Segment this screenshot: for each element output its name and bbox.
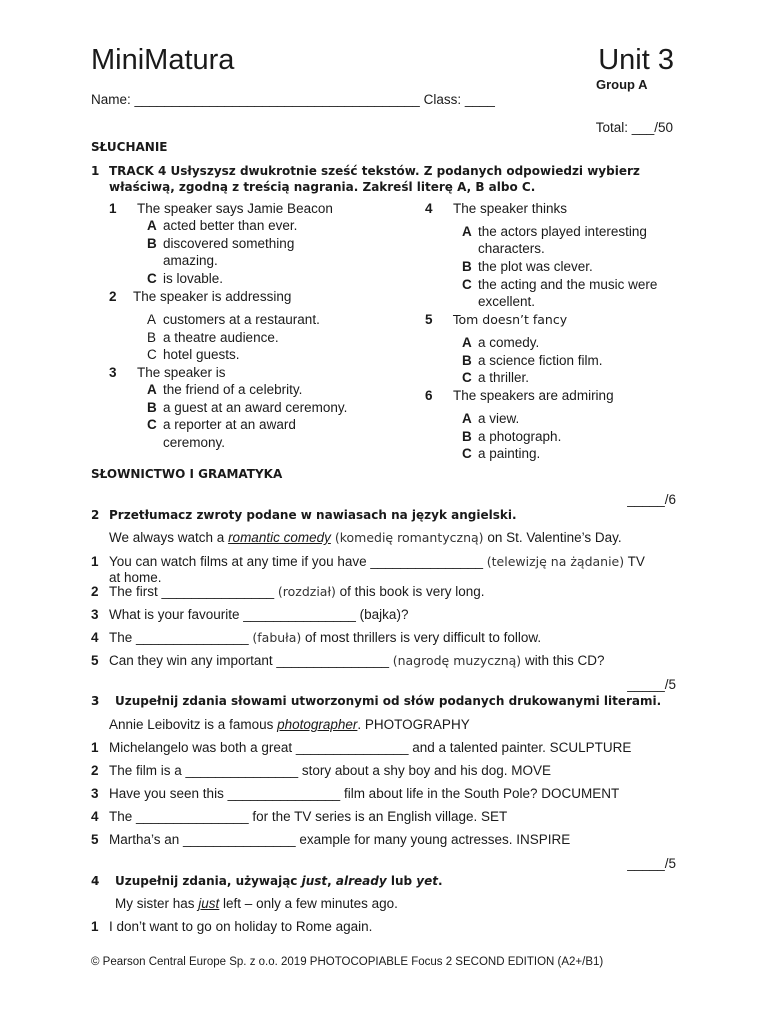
q-number: 4 [425, 201, 433, 216]
q-stem: The speaker says Jamie Beacon [137, 201, 333, 216]
option-letter: B [462, 429, 472, 444]
item-text: I don’t want to go on holiday to Rome again. [109, 919, 373, 934]
keyword-already: already [335, 874, 387, 888]
answer-option[interactable] [462, 352, 603, 369]
answer-option[interactable] [147, 217, 297, 234]
keyword-just: just [301, 874, 328, 888]
listening-q2 [109, 288, 291, 305]
item-hint: (telewizję na żądanie) [486, 554, 625, 569]
section-heading-listening: SŁUCHANIE [91, 140, 168, 154]
item-number: 5 [91, 653, 99, 668]
task-1-instruction-line1: TRACK 4 Usłyszysz dwukrotnie sześć tekstów. Z podanych odpowiedzi wybierz [109, 164, 640, 178]
item-text: Martha’s an _______________ example for many young actresses. INSPIRE [109, 832, 571, 847]
instruction-or: lub [386, 874, 417, 888]
option-letter: B [147, 400, 157, 415]
example-answer: photographer [277, 717, 358, 732]
option-letter: B [147, 330, 157, 345]
task-4-item-1[interactable] [91, 918, 372, 935]
total-score: Total: ___/50 [595, 120, 673, 135]
item-text: Michelangelo was both a great _______________ and a talented painter. SCULPTURE [109, 740, 632, 755]
option-text: a photograph. [478, 429, 562, 444]
task-3-item-2[interactable] [91, 762, 551, 779]
item-text-end: TV [624, 554, 645, 569]
unit-title: Unit 3 [598, 44, 674, 76]
q-number: 1 [109, 201, 117, 216]
answer-option[interactable] [462, 445, 540, 462]
item-text-end: of most thrillers is very difficult to follow. [301, 630, 542, 645]
task-2-number: 2 [91, 508, 100, 522]
option-text: is lovable. [163, 271, 224, 286]
option-letter: C [462, 446, 472, 461]
option-letter: B [462, 259, 472, 274]
option-text: acted better than ever. [163, 218, 298, 233]
task-3-item-3[interactable] [91, 785, 619, 802]
example-text: Annie Leibovitz is a famous [109, 717, 278, 732]
instruction-sep: , [327, 874, 336, 888]
task-2-item-3[interactable] [91, 606, 408, 623]
option-text: discovered something [163, 236, 295, 251]
option-text: a comedy. [478, 335, 540, 350]
page-title: MiniMatura [91, 44, 235, 76]
task-2-item-5[interactable] [91, 652, 604, 669]
task-4-score: _____/5 [627, 856, 676, 871]
answer-option[interactable] [147, 399, 347, 416]
q-number: 6 [425, 388, 433, 403]
example-text: My sister has [115, 896, 199, 911]
answer-option[interactable] [462, 258, 593, 275]
instruction-text: Uzupełnij zdania, używając [115, 874, 302, 888]
answer-option[interactable] [462, 428, 561, 445]
item-text: The _______________ [109, 630, 253, 645]
item-number: 5 [91, 832, 99, 847]
task-2-item-2[interactable] [91, 583, 484, 600]
task-1-instruction-line2: właściwą, zgodną z treścią nagrania. Zakreśl literę A, B albo C. [109, 180, 536, 194]
item-number: 3 [91, 607, 99, 622]
option-letter: A [462, 224, 472, 239]
answer-option[interactable] [462, 334, 539, 351]
option-text-continued: excellent. [478, 294, 536, 309]
item-number: 1 [91, 554, 99, 569]
item-number: 1 [91, 740, 99, 755]
task-3-score: _____/5 [627, 677, 676, 692]
answer-option[interactable] [147, 311, 320, 328]
name-class-line: Name: ______________________________________ Class: ____ [91, 92, 495, 107]
answer-option[interactable] [147, 235, 294, 252]
group-label: Group A [596, 77, 648, 92]
q-stem: The speakers are admiring [453, 388, 614, 403]
example-hint: (komedię romantyczną) [330, 530, 484, 545]
option-text: a theatre audience. [163, 330, 279, 345]
option-letter: B [462, 353, 472, 368]
option-text: a science fiction film. [478, 353, 603, 368]
option-text: the plot was clever. [478, 259, 593, 274]
option-text-continued: ceremony. [163, 435, 226, 450]
item-hint: (rozdział) [277, 584, 336, 599]
listening-q5 [425, 311, 567, 328]
task-1-number: 1 [91, 164, 100, 178]
option-text: the friend of a celebrity. [163, 382, 303, 397]
option-letter: C [462, 370, 472, 385]
item-text: The film is a _______________ story about a shy boy and his dog. MOVE [109, 763, 552, 778]
item-text: What is your favourite _______________ (bajka)? [109, 607, 409, 622]
example-answer: just [198, 896, 220, 911]
item-hint: (fabuła) [252, 630, 302, 645]
item-number: 1 [91, 919, 99, 934]
item-hint: (nagrodę muzyczną) [392, 653, 522, 668]
item-text-end: with this CD? [521, 653, 605, 668]
q-stem: The speaker is [137, 365, 226, 380]
q-number: 2 [109, 289, 117, 304]
option-text: the actors played interesting [478, 224, 647, 239]
item-text: The first _______________ [109, 584, 278, 599]
answer-option[interactable] [147, 346, 240, 363]
task-2-item-1-continued: at home. [109, 570, 162, 585]
option-text: customers at a restaurant. [163, 312, 320, 327]
option-text: a thriller. [478, 370, 530, 385]
answer-option[interactable] [462, 276, 657, 293]
task-3-number: 3 [91, 694, 100, 708]
task-3-item-5[interactable] [91, 831, 570, 848]
option-letter: C [147, 347, 157, 362]
answer-option[interactable] [147, 416, 296, 433]
task-2-item-1[interactable] [91, 553, 645, 570]
answer-option[interactable] [462, 410, 519, 427]
option-text: hotel guests. [163, 347, 240, 362]
answer-option[interactable] [147, 329, 279, 346]
option-letter: C [462, 277, 472, 292]
task-3-item-1[interactable] [91, 739, 631, 756]
example-text-end: on St. Valentine’s Day. [483, 530, 622, 545]
item-text: Can they win any important _______________ [109, 653, 393, 668]
option-text: the acting and the music were [478, 277, 658, 292]
listening-q4 [425, 200, 567, 217]
q-stem: The speaker is addressing [133, 289, 292, 304]
option-letter: A [147, 218, 157, 233]
option-letter: C [147, 271, 157, 286]
option-letter: C [147, 417, 157, 432]
item-text: You can watch films at any time if you have _______________ [109, 554, 487, 569]
example-text: We always watch a [109, 530, 229, 545]
section-heading-vocabulary: SŁOWNICTWO I GRAMATYKA [91, 467, 283, 481]
task-2-item-4[interactable] [91, 629, 541, 646]
example-answer: romantic comedy [228, 530, 331, 545]
option-text: a painting. [478, 446, 541, 461]
example-text-end: . PHOTOGRAPHY [357, 717, 470, 732]
listening-q6 [425, 387, 614, 404]
option-letter: A [462, 335, 472, 350]
item-number: 3 [91, 786, 99, 801]
answer-option[interactable] [462, 223, 647, 240]
option-letter: A [462, 411, 472, 426]
answer-option[interactable] [147, 381, 302, 398]
q-stem: The speaker thinks [453, 201, 568, 216]
item-text-end: of this book is very long. [335, 584, 485, 599]
task-3-example [109, 716, 470, 733]
keyword-yet: yet [416, 874, 438, 888]
listening-q3 [109, 364, 226, 381]
task-3-item-4[interactable] [91, 808, 507, 825]
item-text: Have you seen this _______________ film about life in the South Pole? DOCUMENT [109, 786, 620, 801]
answer-option[interactable] [147, 270, 223, 287]
q-stem: Tom doesn’t fancy [453, 312, 568, 327]
option-letter: A [147, 312, 157, 327]
task-3-instruction: Uzupełnij zdania słowami utworzonymi od słów podanych drukowanymi literami. [115, 694, 662, 708]
option-text-continued: characters. [478, 241, 545, 256]
item-number: 4 [91, 630, 99, 645]
task-2-example [109, 529, 622, 546]
example-text-end: left – only a few minutes ago. [219, 896, 398, 911]
option-text: a reporter at an award [163, 417, 296, 432]
footer-copyright: © Pearson Central Europe Sp. z o.o. 2019 PHOTOCOPIABLE Focus 2 SECOND EDITION (A2+/B1) [91, 956, 604, 968]
task-4-example [115, 895, 398, 912]
option-text: a guest at an award ceremony. [163, 400, 348, 415]
option-text: a view. [478, 411, 520, 426]
answer-option[interactable] [462, 369, 529, 386]
option-text-continued: amazing. [163, 253, 218, 268]
item-number: 4 [91, 809, 99, 824]
instruction-end: . [438, 874, 443, 888]
item-text: The _______________ for the TV series is an English village. SET [109, 809, 508, 824]
task-2-score: _____/6 [627, 492, 676, 507]
item-number: 2 [91, 763, 99, 778]
task-2-instruction: Przetłumacz zwroty podane w nawiasach na język angielski. [109, 508, 517, 522]
q-number: 3 [109, 365, 117, 380]
option-letter: A [147, 382, 157, 397]
task-4-number: 4 [91, 874, 100, 888]
task-4-instruction [115, 873, 443, 890]
listening-q1 [109, 200, 333, 217]
q-number: 5 [425, 312, 433, 327]
item-number: 2 [91, 584, 99, 599]
option-letter: B [147, 236, 157, 251]
